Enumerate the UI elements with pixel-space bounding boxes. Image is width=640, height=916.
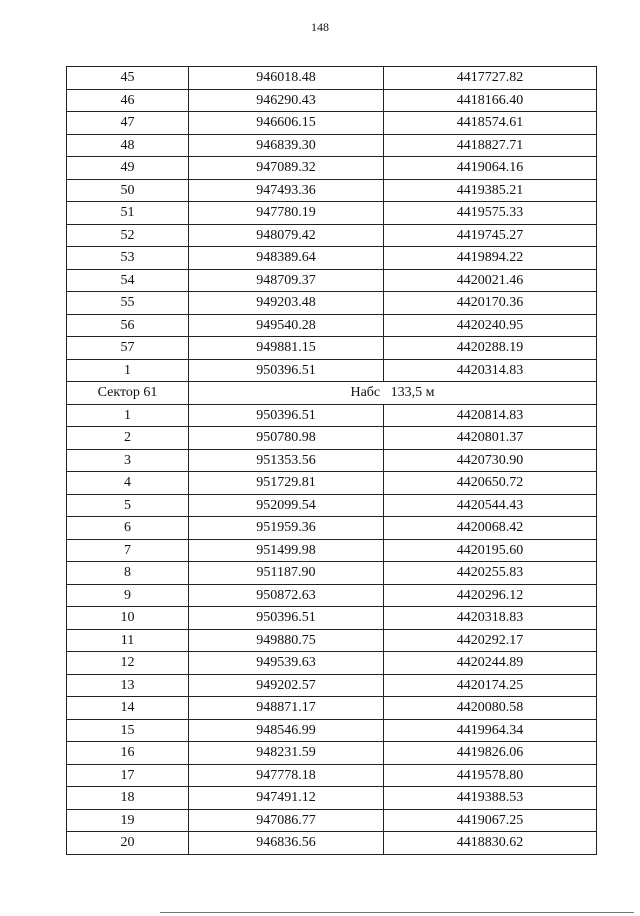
table-row	[67, 517, 597, 540]
y-coordinate-cell: 4420314.83	[384, 359, 597, 382]
x-coordinate-cell: 947089.32	[189, 157, 384, 180]
x-coordinate-cell: 946606.15	[189, 112, 384, 135]
page-number: 148	[311, 20, 329, 34]
point-number-cell: 6	[67, 517, 189, 540]
point-number-cell: 1	[67, 359, 189, 382]
point-number-cell: 46	[67, 89, 189, 112]
x-coordinate-cell: 951353.56	[189, 449, 384, 472]
y-coordinate-cell: 4419388.53	[384, 787, 597, 810]
table-row	[67, 449, 597, 472]
point-number-cell: 5	[67, 494, 189, 517]
point-number-cell: 9	[67, 584, 189, 607]
point-number-cell: 10	[67, 607, 189, 630]
point-number-cell: 19	[67, 809, 189, 832]
point-number-cell: 55	[67, 292, 189, 315]
sector-header-group	[67, 382, 597, 405]
x-coordinate-cell: 951959.36	[189, 517, 384, 540]
x-coordinate-cell: 949203.48	[189, 292, 384, 315]
y-coordinate-cell: 4420244.89	[384, 652, 597, 675]
table-row	[67, 89, 597, 112]
y-coordinate-cell: 4420080.58	[384, 697, 597, 720]
y-coordinate-cell: 4418827.71	[384, 134, 597, 157]
x-coordinate-cell: 949202.57	[189, 674, 384, 697]
table-row	[67, 539, 597, 562]
x-coordinate-cell: 951499.98	[189, 539, 384, 562]
table-row	[67, 404, 597, 427]
x-coordinate-cell: 948709.37	[189, 269, 384, 292]
x-coordinate-cell: 948079.42	[189, 224, 384, 247]
x-coordinate-cell: 947491.12	[189, 787, 384, 810]
bottom-rule	[160, 912, 634, 913]
y-coordinate-cell: 4420021.46	[384, 269, 597, 292]
point-number-cell: 56	[67, 314, 189, 337]
x-coordinate-cell: 946290.43	[189, 89, 384, 112]
table-row	[67, 292, 597, 315]
point-number-cell: 49	[67, 157, 189, 180]
table-row	[67, 719, 597, 742]
table-row	[67, 494, 597, 517]
x-coordinate-cell: 950396.51	[189, 404, 384, 427]
table-row	[67, 809, 597, 832]
table-row	[67, 112, 597, 135]
table-row	[67, 674, 597, 697]
x-coordinate-cell: 947778.18	[189, 764, 384, 787]
point-number-cell: 12	[67, 652, 189, 675]
y-coordinate-cell: 4420288.19	[384, 337, 597, 360]
table-row	[67, 314, 597, 337]
x-coordinate-cell: 948546.99	[189, 719, 384, 742]
point-number-cell: 4	[67, 472, 189, 495]
y-coordinate-cell: 4420068.42	[384, 517, 597, 540]
y-coordinate-cell: 4420296.12	[384, 584, 597, 607]
x-coordinate-cell: 947493.36	[189, 179, 384, 202]
coordinates-rows-top	[67, 67, 597, 382]
point-number-cell: 54	[67, 269, 189, 292]
y-coordinate-cell: 4420292.17	[384, 629, 597, 652]
x-coordinate-cell: 950872.63	[189, 584, 384, 607]
y-coordinate-cell: 4419826.06	[384, 742, 597, 765]
point-number-cell: 2	[67, 427, 189, 450]
y-coordinate-cell: 4420814.83	[384, 404, 597, 427]
table-row	[67, 832, 597, 855]
y-coordinate-cell: 4420801.37	[384, 427, 597, 450]
point-number-cell: 17	[67, 764, 189, 787]
point-number-cell: 47	[67, 112, 189, 135]
table-row	[67, 157, 597, 180]
x-coordinate-cell: 950396.51	[189, 359, 384, 382]
point-number-cell: 50	[67, 179, 189, 202]
y-coordinate-cell: 4420255.83	[384, 562, 597, 585]
y-coordinate-cell: 4418166.40	[384, 89, 597, 112]
table-row	[67, 629, 597, 652]
table-row	[67, 584, 597, 607]
x-coordinate-cell: 949540.28	[189, 314, 384, 337]
point-number-cell: 11	[67, 629, 189, 652]
table-row	[67, 224, 597, 247]
point-number-cell: 1	[67, 404, 189, 427]
coordinates-rows-bottom	[67, 404, 597, 854]
x-coordinate-cell: 948389.64	[189, 247, 384, 270]
table-row	[67, 697, 597, 720]
sector-label: Сектор 61	[67, 382, 189, 405]
point-number-cell: 48	[67, 134, 189, 157]
y-coordinate-cell: 4417727.82	[384, 67, 597, 90]
x-coordinate-cell: 948231.59	[189, 742, 384, 765]
x-coordinate-cell: 949881.15	[189, 337, 384, 360]
x-coordinate-cell: 946839.30	[189, 134, 384, 157]
y-coordinate-cell: 4420174.25	[384, 674, 597, 697]
table-row	[67, 269, 597, 292]
point-number-cell: 20	[67, 832, 189, 855]
point-number-cell: 13	[67, 674, 189, 697]
y-coordinate-cell: 4419064.16	[384, 157, 597, 180]
table-row	[67, 179, 597, 202]
table-row	[67, 134, 597, 157]
y-coordinate-cell: 4420170.36	[384, 292, 597, 315]
y-coordinate-cell: 4419894.22	[384, 247, 597, 270]
x-coordinate-cell: 949539.63	[189, 652, 384, 675]
y-coordinate-cell: 4419067.25	[384, 809, 597, 832]
table-row	[67, 359, 597, 382]
table-row	[67, 337, 597, 360]
x-coordinate-cell: 950780.98	[189, 427, 384, 450]
point-number-cell: 52	[67, 224, 189, 247]
table-row	[67, 742, 597, 765]
point-number-cell: 51	[67, 202, 189, 225]
point-number-cell: 15	[67, 719, 189, 742]
table-row	[67, 427, 597, 450]
coordinates-table	[66, 66, 597, 855]
x-coordinate-cell: 951729.81	[189, 472, 384, 495]
y-coordinate-cell: 4419745.27	[384, 224, 597, 247]
y-coordinate-cell: 4419575.33	[384, 202, 597, 225]
y-coordinate-cell: 4420650.72	[384, 472, 597, 495]
point-number-cell: 45	[67, 67, 189, 90]
y-coordinate-cell: 4420318.83	[384, 607, 597, 630]
y-coordinate-cell: 4420240.95	[384, 314, 597, 337]
point-number-cell: 16	[67, 742, 189, 765]
y-coordinate-cell: 4419385.21	[384, 179, 597, 202]
x-coordinate-cell: 952099.54	[189, 494, 384, 517]
point-number-cell: 57	[67, 337, 189, 360]
y-coordinate-cell: 4420730.90	[384, 449, 597, 472]
table-row	[67, 607, 597, 630]
point-number-cell: 3	[67, 449, 189, 472]
point-number-cell: 53	[67, 247, 189, 270]
x-coordinate-cell: 946836.56	[189, 832, 384, 855]
y-coordinate-cell: 4419578.80	[384, 764, 597, 787]
x-coordinate-cell: 947780.19	[189, 202, 384, 225]
y-coordinate-cell: 4418830.62	[384, 832, 597, 855]
table-row	[67, 787, 597, 810]
table-row	[67, 652, 597, 675]
table-row	[67, 764, 597, 787]
x-coordinate-cell: 950396.51	[189, 607, 384, 630]
table-row	[67, 247, 597, 270]
table-row	[67, 562, 597, 585]
y-coordinate-cell: 4419964.34	[384, 719, 597, 742]
y-coordinate-cell: 4418574.61	[384, 112, 597, 135]
x-coordinate-cell: 948871.17	[189, 697, 384, 720]
sector-elevation: Набс 133,5 м	[189, 382, 597, 405]
point-number-cell: 18	[67, 787, 189, 810]
table-row	[67, 67, 597, 90]
sector-header-row	[67, 382, 597, 405]
point-number-cell: 7	[67, 539, 189, 562]
table-row	[67, 202, 597, 225]
x-coordinate-cell: 946018.48	[189, 67, 384, 90]
point-number-cell: 14	[67, 697, 189, 720]
table-row	[67, 472, 597, 495]
y-coordinate-cell: 4420195.60	[384, 539, 597, 562]
x-coordinate-cell: 947086.77	[189, 809, 384, 832]
point-number-cell: 8	[67, 562, 189, 585]
x-coordinate-cell: 949880.75	[189, 629, 384, 652]
x-coordinate-cell: 951187.90	[189, 562, 384, 585]
y-coordinate-cell: 4420544.43	[384, 494, 597, 517]
